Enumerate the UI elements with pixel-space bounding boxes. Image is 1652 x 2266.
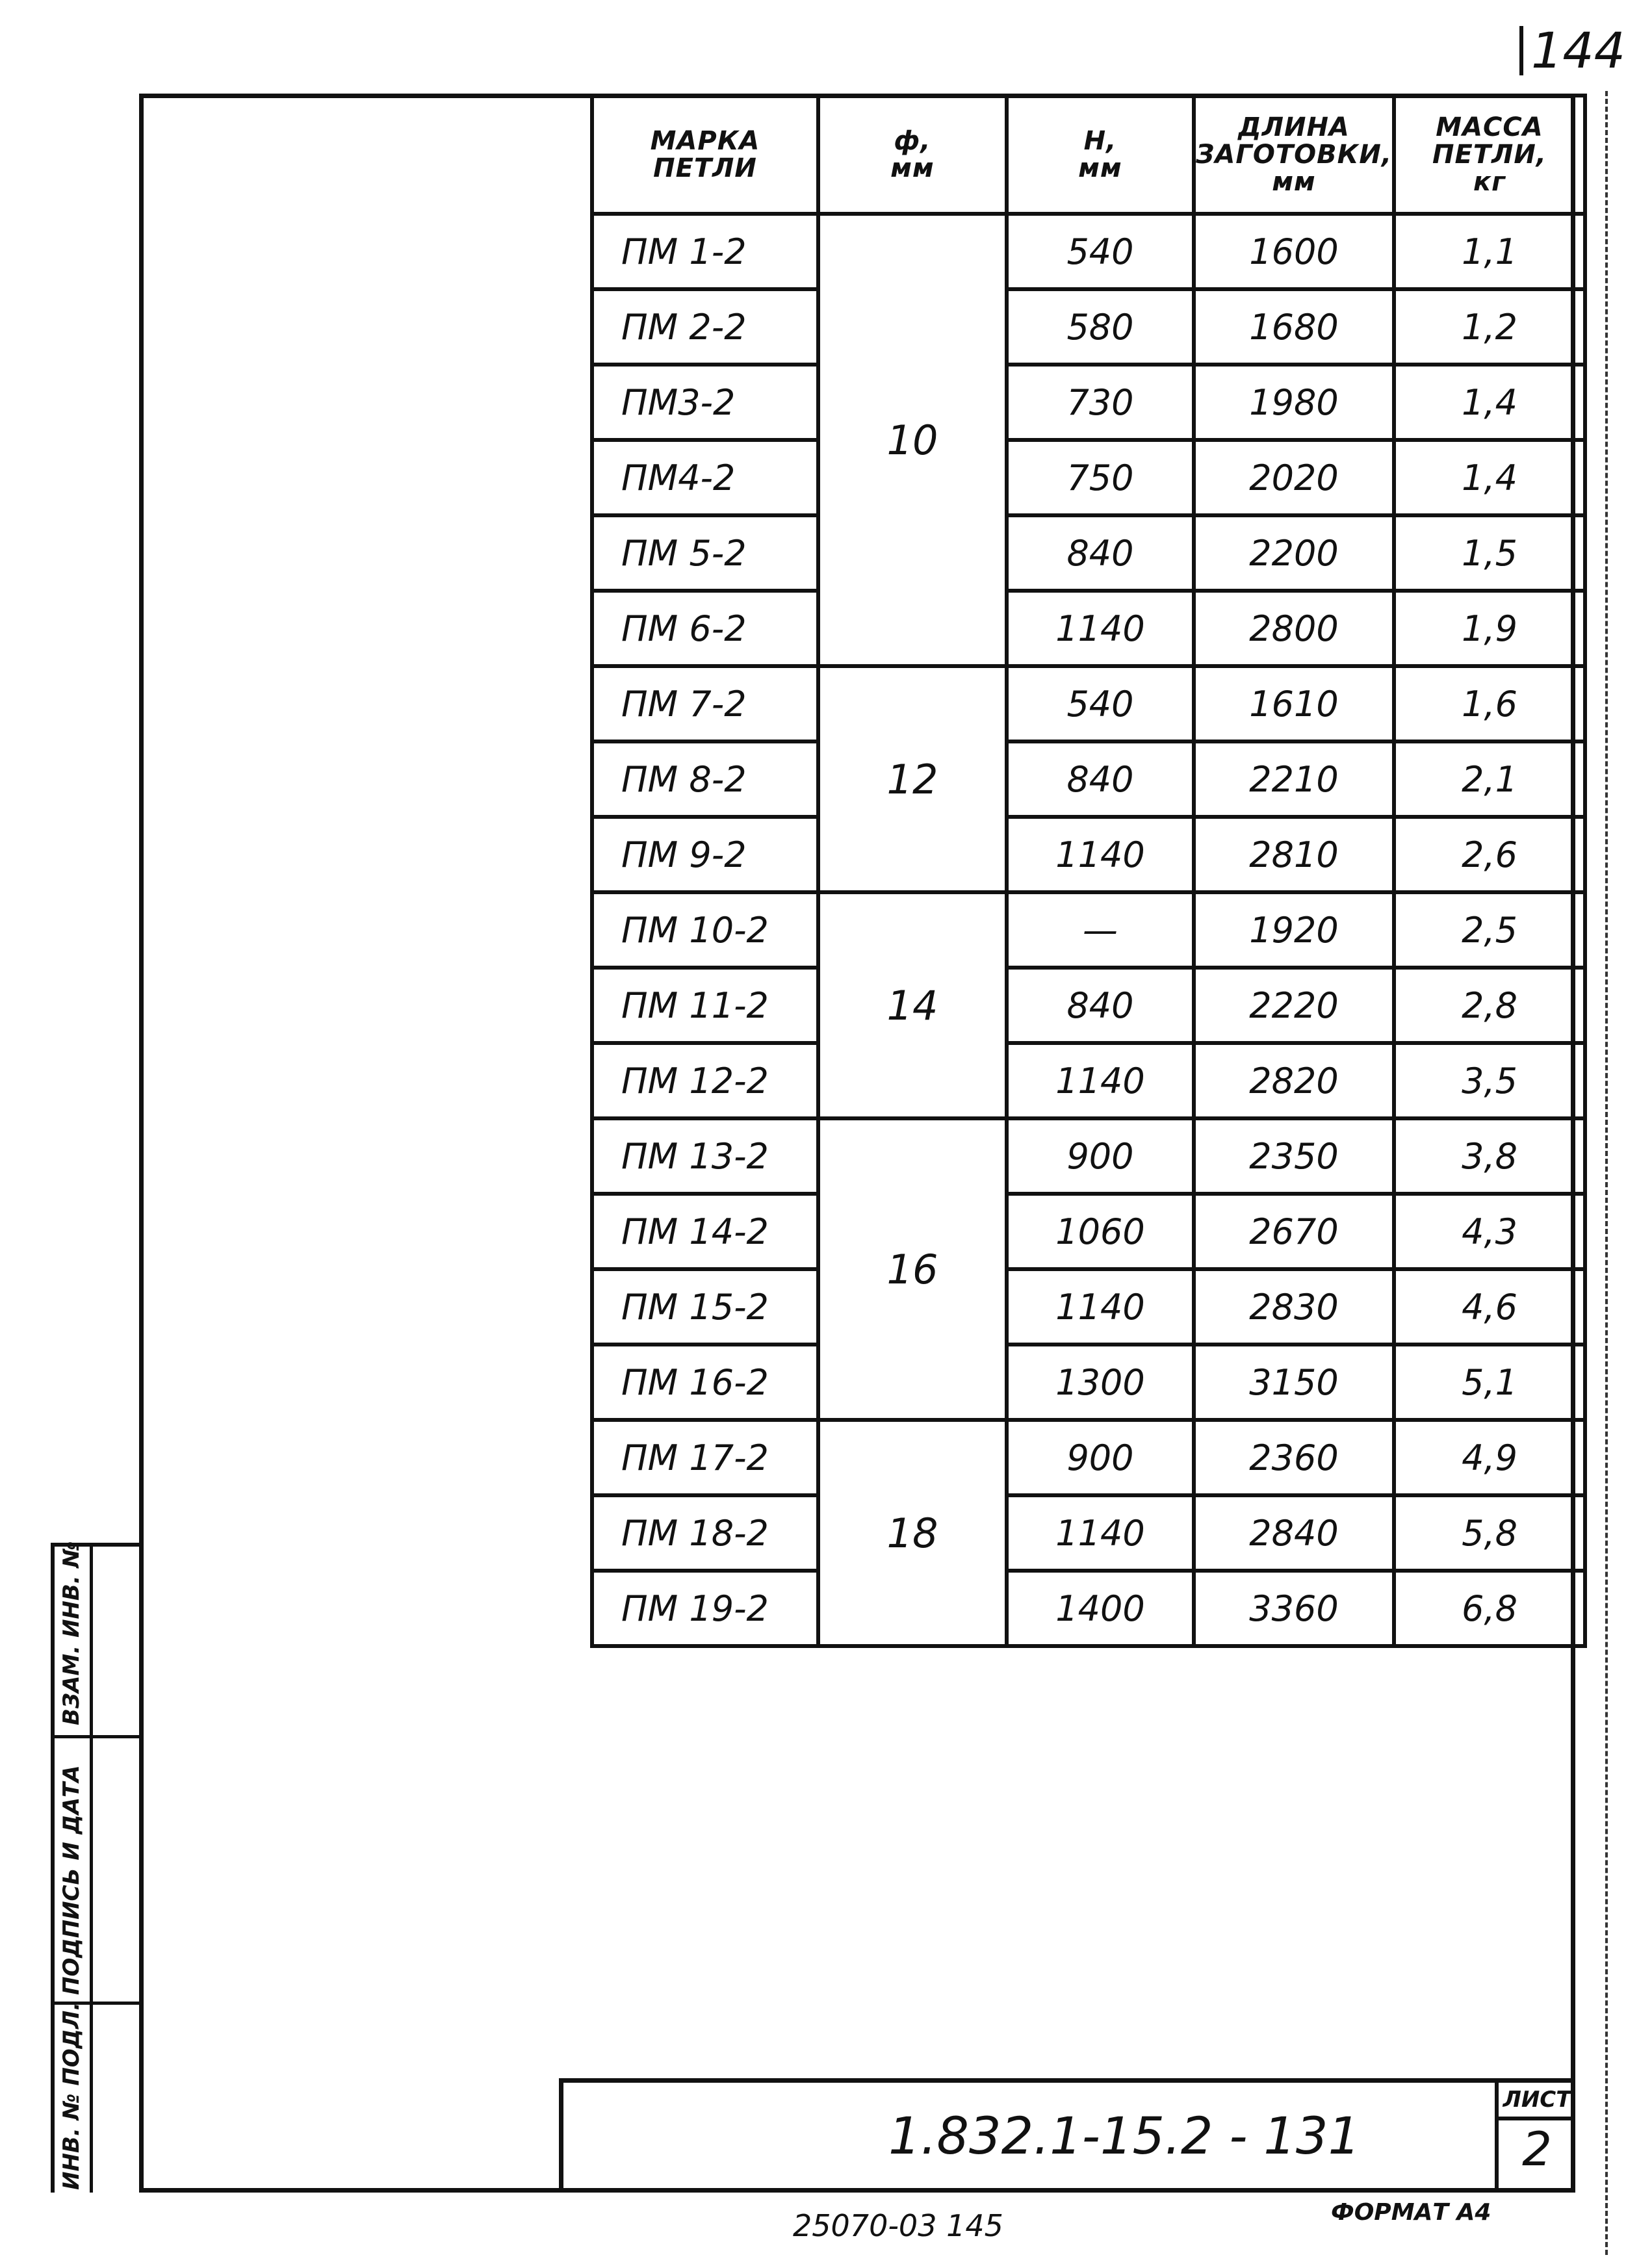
table-row bbox=[592, 289, 1585, 365]
loop-mark-cell: ПМ 18-2 bbox=[592, 1495, 818, 1571]
sheet-number: 2 bbox=[1522, 2122, 1552, 2176]
blank-length-cell: 1980 bbox=[1194, 365, 1394, 440]
table-row bbox=[592, 440, 1585, 515]
blank-length-cell: 2830 bbox=[1194, 1269, 1394, 1345]
column-header-line: ПЕТЛИ, bbox=[1432, 140, 1547, 170]
diameter-cell: 12 bbox=[818, 666, 1007, 892]
table-row bbox=[592, 817, 1585, 892]
loop-mass-cell: 1,5 bbox=[1394, 515, 1585, 591]
blank-length-cell: 2020 bbox=[1194, 440, 1394, 515]
blank-length-cell: 2360 bbox=[1194, 1420, 1394, 1495]
blank-length-cell: 3150 bbox=[1194, 1345, 1394, 1420]
blank-length-cell: 2350 bbox=[1194, 1118, 1394, 1194]
loop-mark-cell: ПМ 2-2 bbox=[592, 289, 818, 365]
loop-mass-cell: 4,6 bbox=[1394, 1269, 1585, 1345]
blank-length-cell: 2820 bbox=[1194, 1043, 1394, 1118]
height-cell: 900 bbox=[1007, 1420, 1194, 1495]
loop-mass-cell: 1,4 bbox=[1394, 365, 1585, 440]
column-header-line: ЗАГОТОВКИ, bbox=[1196, 140, 1393, 170]
table-row bbox=[592, 1495, 1585, 1571]
blank-length-cell: 1920 bbox=[1194, 892, 1394, 968]
blank-length-cell: 2810 bbox=[1194, 817, 1394, 892]
loop-specification-table bbox=[590, 94, 1587, 1648]
height-cell: 1060 bbox=[1007, 1194, 1194, 1269]
title-block bbox=[559, 2078, 1575, 2193]
loop-mark-cell: ПМ 17-2 bbox=[592, 1420, 818, 1495]
column-header-line: кг bbox=[1473, 167, 1506, 197]
table-row bbox=[592, 1571, 1585, 1646]
side-label-replacement-inv: ВЗАМ. ИНВ. № bbox=[58, 1541, 84, 1725]
height-cell: 840 bbox=[1007, 741, 1194, 817]
height-cell: 840 bbox=[1007, 515, 1194, 591]
height-cell: 540 bbox=[1007, 666, 1194, 741]
loop-mass-cell: 2,1 bbox=[1394, 741, 1585, 817]
blank-length-cell: 2220 bbox=[1194, 968, 1394, 1043]
table-row bbox=[592, 1345, 1585, 1420]
loop-mass-cell: 2,5 bbox=[1394, 892, 1585, 968]
table-row bbox=[592, 741, 1585, 817]
loop-mass-cell: 4,3 bbox=[1394, 1194, 1585, 1269]
diameter-cell: 10 bbox=[818, 214, 1007, 666]
loop-mass-cell: 3,8 bbox=[1394, 1118, 1585, 1194]
loop-mark-cell: ПМ 10-2 bbox=[592, 892, 818, 968]
loop-mark-cell: ПМ 11-2 bbox=[592, 968, 818, 1043]
table-row bbox=[592, 365, 1585, 440]
column-header-line: МАССА bbox=[1436, 112, 1543, 142]
height-cell: 580 bbox=[1007, 289, 1194, 365]
loop-mark-cell: ПМ 15-2 bbox=[592, 1269, 818, 1345]
blank-length-cell: 2210 bbox=[1194, 741, 1394, 817]
height-cell: 1140 bbox=[1007, 1269, 1194, 1345]
loop-mass-cell: 4,9 bbox=[1394, 1420, 1585, 1495]
loop-mass-cell: 3,5 bbox=[1394, 1043, 1585, 1118]
table-row bbox=[592, 1043, 1585, 1118]
height-cell: 540 bbox=[1007, 214, 1194, 289]
table-row bbox=[592, 666, 1585, 741]
sheet-box bbox=[1495, 2083, 1575, 2193]
height-cell: 1140 bbox=[1007, 817, 1194, 892]
loop-mark-cell: ПМ 9-2 bbox=[592, 817, 818, 892]
loop-mark-cell: ПМ 13-2 bbox=[592, 1118, 818, 1194]
blank-length-cell: 1680 bbox=[1194, 289, 1394, 365]
column-header-2 bbox=[1007, 96, 1194, 214]
column-header-4 bbox=[1394, 96, 1585, 214]
blank-length-cell: 2200 bbox=[1194, 515, 1394, 591]
table-row bbox=[592, 1420, 1585, 1495]
loop-mass-cell: 1,4 bbox=[1394, 440, 1585, 515]
loop-mark-cell: ПМ 12-2 bbox=[592, 1043, 818, 1118]
table-header-row bbox=[592, 96, 1585, 214]
column-header-line: МАРКА bbox=[650, 126, 760, 156]
blank-length-cell: 1600 bbox=[1194, 214, 1394, 289]
loop-mass-cell: 1,9 bbox=[1394, 591, 1585, 666]
loop-mass-cell: 2,8 bbox=[1394, 968, 1585, 1043]
height-cell: 840 bbox=[1007, 968, 1194, 1043]
blank-length-cell: 2840 bbox=[1194, 1495, 1394, 1571]
height-cell: — bbox=[1007, 892, 1194, 968]
height-cell: 730 bbox=[1007, 365, 1194, 440]
page-number: 144 bbox=[1519, 26, 1625, 75]
loop-mark-cell: ПМ4-2 bbox=[592, 440, 818, 515]
loop-mass-cell: 5,1 bbox=[1394, 1345, 1585, 1420]
column-header-line: мм bbox=[1078, 153, 1122, 183]
document-code: 1.832.1-15.2 - 131 bbox=[888, 2107, 1361, 2166]
loop-mass-cell: 1,1 bbox=[1394, 214, 1585, 289]
side-label-original-inv: ИНВ. № ПОДЛ. bbox=[58, 2002, 84, 2190]
loop-mark-cell: ПМ 6-2 bbox=[592, 591, 818, 666]
side-approval-stamp bbox=[51, 1543, 139, 2193]
footer-code: 25070-03 145 bbox=[793, 2208, 1003, 2243]
column-header-line: мм bbox=[1272, 167, 1316, 197]
height-cell: 1300 bbox=[1007, 1345, 1194, 1420]
blank-length-cell: 3360 bbox=[1194, 1571, 1394, 1646]
height-cell: 750 bbox=[1007, 440, 1194, 515]
loop-mass-cell: 1,2 bbox=[1394, 289, 1585, 365]
blank-length-cell: 2800 bbox=[1194, 591, 1394, 666]
height-cell: 1140 bbox=[1007, 1495, 1194, 1571]
column-header-1 bbox=[818, 96, 1007, 214]
diameter-cell: 16 bbox=[818, 1118, 1007, 1420]
blank-length-cell: 1610 bbox=[1194, 666, 1394, 741]
column-header-line: мм bbox=[890, 153, 935, 183]
loop-mark-cell: ПМ 14-2 bbox=[592, 1194, 818, 1269]
column-header-3 bbox=[1194, 96, 1394, 214]
table-row bbox=[592, 515, 1585, 591]
loop-mark-cell: ПМ 8-2 bbox=[592, 741, 818, 817]
height-cell: 1140 bbox=[1007, 1043, 1194, 1118]
loop-mark-cell: ПМ 16-2 bbox=[592, 1345, 818, 1420]
loop-mark-cell: ПМ 19-2 bbox=[592, 1571, 818, 1646]
table-row bbox=[592, 1194, 1585, 1269]
loop-mass-cell: 5,8 bbox=[1394, 1495, 1585, 1571]
column-header-0 bbox=[592, 96, 818, 214]
height-cell: 1400 bbox=[1007, 1571, 1194, 1646]
loop-mass-cell: 1,6 bbox=[1394, 666, 1585, 741]
loop-mass-cell: 6,8 bbox=[1394, 1571, 1585, 1646]
height-cell: 900 bbox=[1007, 1118, 1194, 1194]
column-header-line: ПЕТЛИ bbox=[653, 153, 757, 183]
diameter-cell: 14 bbox=[818, 892, 1007, 1118]
table-body bbox=[592, 214, 1585, 1646]
blank-length-cell: 2670 bbox=[1194, 1194, 1394, 1269]
loop-mass-cell: 2,6 bbox=[1394, 817, 1585, 892]
table-row bbox=[592, 591, 1585, 666]
format-label: ФОРМАТ А4 bbox=[1331, 2199, 1491, 2226]
table-row bbox=[592, 892, 1585, 968]
table-row bbox=[592, 968, 1585, 1043]
table-row bbox=[592, 1269, 1585, 1345]
column-header-line: ДЛИНА bbox=[1238, 112, 1350, 142]
table-row bbox=[592, 1118, 1585, 1194]
binding-margin-line bbox=[1605, 91, 1608, 2255]
loop-mark-cell: ПМ 5-2 bbox=[592, 515, 818, 591]
side-label-signature-date: ПОДПИСЬ И ДАТА bbox=[58, 1765, 84, 1995]
column-header-line: ф, bbox=[894, 126, 931, 156]
height-cell: 1140 bbox=[1007, 591, 1194, 666]
sheet-label: ЛИСТ bbox=[1499, 2083, 1575, 2120]
loop-mark-cell: ПМ 1-2 bbox=[592, 214, 818, 289]
table-row bbox=[592, 214, 1585, 289]
column-header-line: Н, bbox=[1083, 126, 1117, 156]
loop-mark-cell: ПМ3-2 bbox=[592, 365, 818, 440]
loop-mark-cell: ПМ 7-2 bbox=[592, 666, 818, 741]
diameter-cell: 18 bbox=[818, 1420, 1007, 1646]
